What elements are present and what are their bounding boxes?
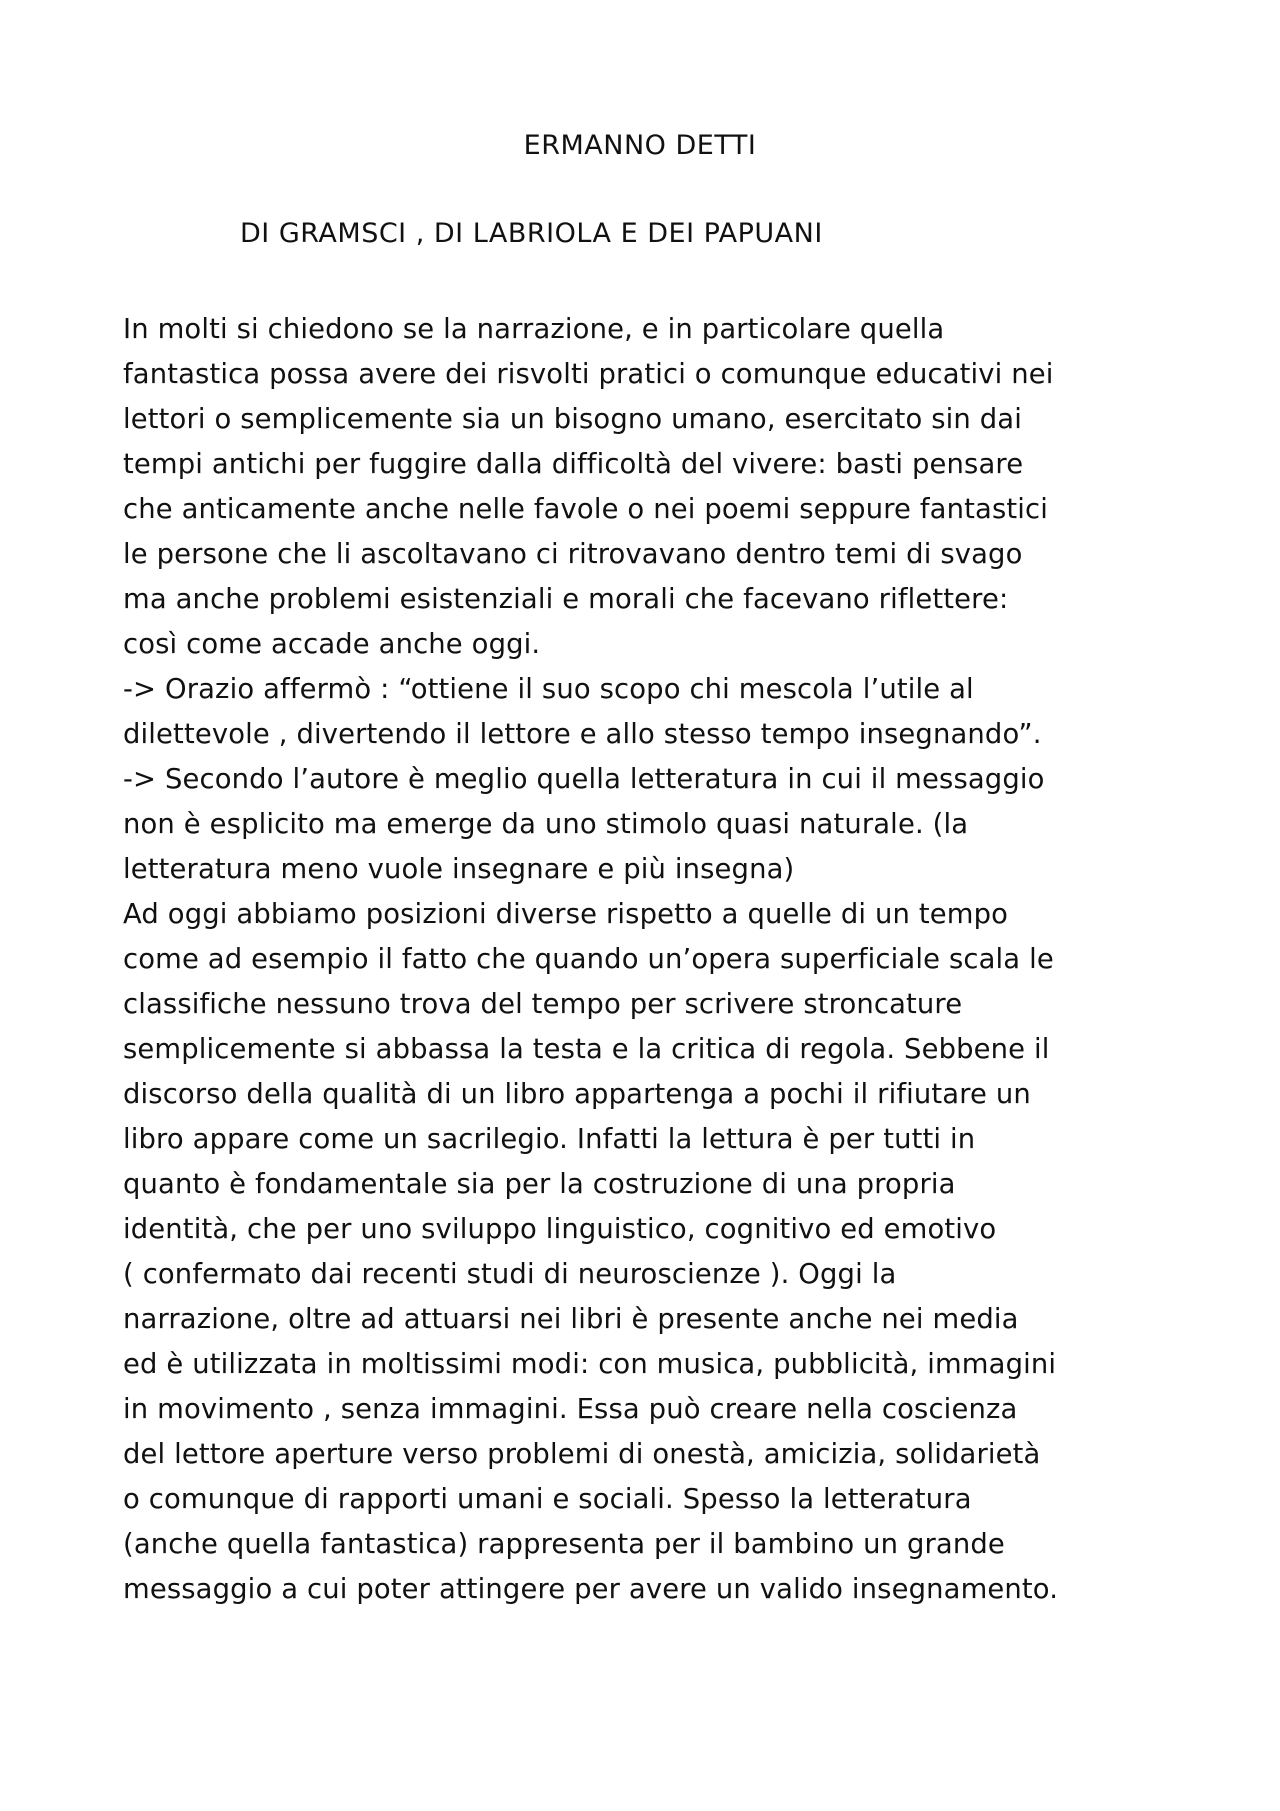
text-line: -> Secondo l’autore è meglio quella letteratura in cui il messaggio xyxy=(123,764,1045,795)
text-line: ed è utilizzata in moltissimi modi: con musica, pubblicità, immagini xyxy=(123,1349,1057,1380)
document-title: DI GRAMSCI , DI LABRIOLA E DEI PAPUANI xyxy=(240,218,823,249)
text-line: libro appare come un sacrilegio. Infatti la lettura è per tutti in xyxy=(123,1124,976,1155)
text-line: tempi antichi per fuggire dalla difficoltà del vivere: basti pensare xyxy=(123,449,1024,480)
text-line: dilettevole , divertendo il lettore e allo stesso tempo insegnando”. xyxy=(123,719,1042,750)
text-line: in movimento , senza immagini. Essa può creare nella coscienza xyxy=(123,1394,1018,1425)
text-line: come ad esempio il fatto che quando un’opera superficiale scala le xyxy=(123,944,1054,975)
text-line: o comunque di rapporti umani e sociali. Spesso la letteratura xyxy=(123,1484,972,1515)
text-line: identità, che per uno sviluppo linguistico, cognitivo ed emotivo xyxy=(123,1214,997,1245)
text-line: narrazione, oltre ad attuarsi nei libri è presente anche nei media xyxy=(123,1304,1019,1335)
text-line: fantastica possa avere dei risvolti pratici o comunque educativi nei xyxy=(123,359,1054,390)
text-line: classifiche nessuno trova del tempo per scrivere stroncature xyxy=(123,989,963,1020)
text-line: In molti si chiedono se la narrazione, e in particolare quella xyxy=(123,314,945,345)
text-line: del lettore aperture verso problemi di onestà, amicizia, solidarietà xyxy=(123,1439,1041,1470)
text-line: Ad oggi abbiamo posizioni diverse rispetto a quelle di un tempo xyxy=(123,899,1009,930)
text-line: ma anche problemi esistenziali e morali che facevano riflettere: xyxy=(123,584,1009,615)
text-line: lettori o semplicemente sia un bisogno umano, esercitato sin dai xyxy=(123,404,1023,435)
text-line: letteratura meno vuole insegnare e più insegna) xyxy=(123,854,795,885)
text-line: così come accade anche oggi. xyxy=(123,629,541,660)
text-line: non è esplicito ma emerge da uno stimolo quasi naturale. (la xyxy=(123,809,969,840)
text-line: messaggio a cui poter attingere per avere un valido insegnamento. xyxy=(123,1574,1059,1605)
body-text xyxy=(123,307,1193,1612)
text-line: che anticamente anche nelle favole o nei poemi seppure fantastici xyxy=(123,494,1048,525)
author-heading: ERMANNO DETTI xyxy=(523,130,757,161)
text-line: -> Orazio affermò : “ottiene il suo scopo chi mescola l’utile al xyxy=(123,674,974,705)
text-line: ( confermato dai recenti studi di neuroscienze ). Oggi la xyxy=(123,1259,897,1290)
text-line: semplicemente si abbassa la testa e la critica di regola. Sebbene il xyxy=(123,1034,1050,1065)
text-line: discorso della qualità di un libro appartenga a pochi il rifiutare un xyxy=(123,1079,1031,1110)
text-line: le persone che li ascoltavano ci ritrovavano dentro temi di svago xyxy=(123,539,1023,570)
text-line: (anche quella fantastica) rappresenta per il bambino un grande xyxy=(123,1529,1005,1560)
text-line: quanto è fondamentale sia per la costruzione di una propria xyxy=(123,1169,956,1200)
